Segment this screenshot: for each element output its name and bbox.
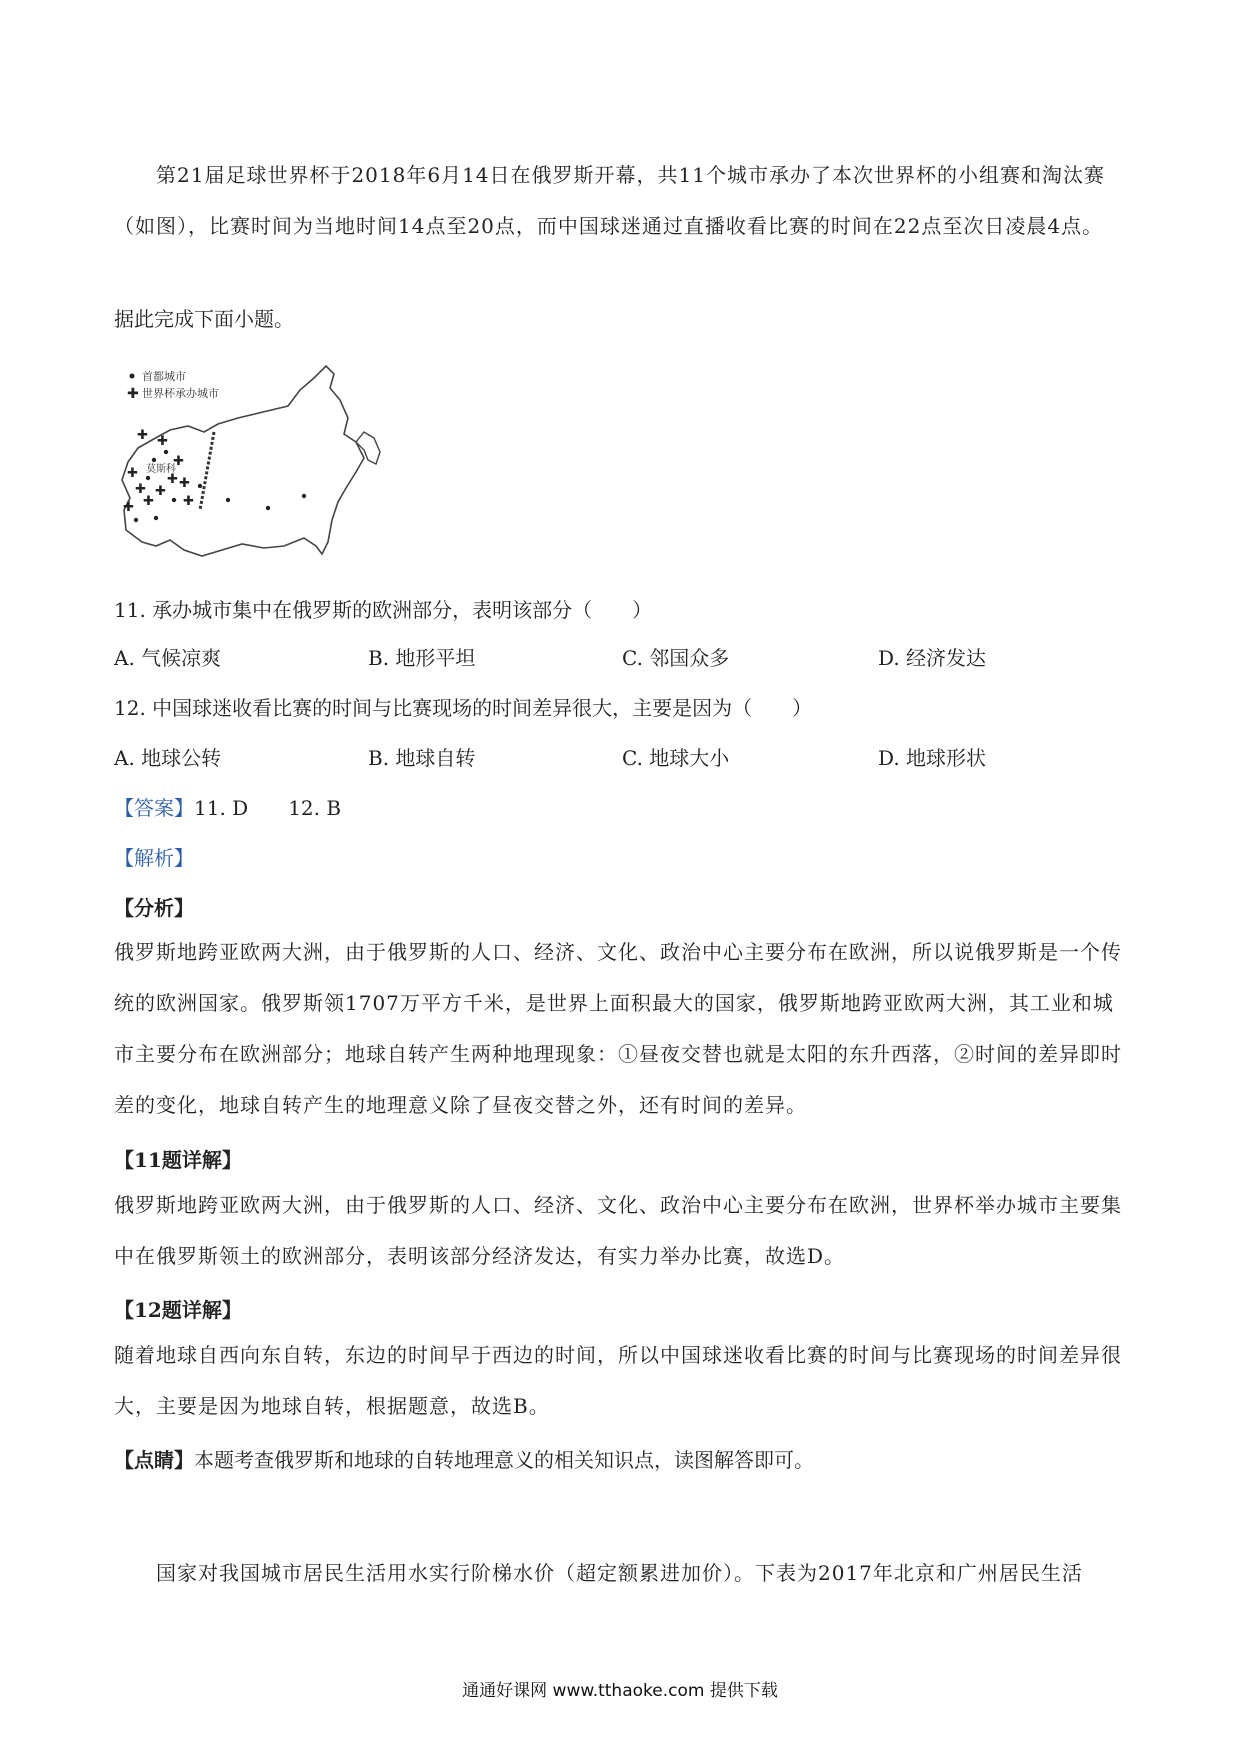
q11-option-a: A. 气候凉爽 [114,646,222,670]
q12-option-c: C. 地球大小 [622,746,730,770]
q11-detail-label: 【11题详解】 [114,1148,242,1172]
q12-detail-text: 随着地球自西向东自转，东边的时间早于西边的时间，所以中国球迷收看比赛的时间与比赛现场的时间差异很大，主要是因为地球自转，根据题意，故选B。 [114,1343,1122,1418]
dianjing-label: 【点睛】 [114,1448,194,1472]
question-11-stem: 11. 承办城市集中在俄罗斯的欧洲部分，表明该部分（ ） [114,598,653,622]
question-12-stem: 12. 中国球迷收看比赛的时间与比赛现场的时间差异很大，主要是因为（ ） [114,696,813,720]
legend-host-label: 世界杯承办城市 [142,387,219,400]
fenxi-label: 【分析】 [114,896,194,920]
capital-city-dot [172,498,176,502]
legend-capital-label: 首都城市 [142,370,186,383]
capital-city-dot [266,506,270,510]
host-city-marker: ✚ [157,434,168,449]
host-city-marker: ✚ [135,482,146,497]
ural-boundary-line [200,432,214,510]
dianjing-line [114,1444,814,1473]
instruction-text: 据此完成下面小题。 [114,307,294,331]
capital-city-dot [134,518,138,522]
host-city-marker: ✚ [173,454,184,469]
capital-city-dot [164,450,168,454]
host-city-marker: ✚ [167,472,178,487]
q11-option-c: C. 邻国众多 [622,646,730,670]
capital-city-dot [146,476,150,480]
host-city-marker: ✚ [183,494,194,509]
q11-option-d: D. 经济发达 [878,646,987,670]
answer-line [114,792,341,821]
host-city-marker: ✚ [155,484,166,499]
host-city-marker: ✚ [143,494,154,509]
capital-city-dot [154,516,158,520]
host-city-marker: ✚ [127,466,138,481]
host-city-marker: ✚ [137,428,148,443]
q12-detail-label: 【12题详解】 [114,1298,242,1322]
intro-paragraph: 第21届足球世界杯于2018年6月14日在俄罗斯开幕，共11个城市承办了本次世界杯的小组赛和淘汰赛（如图），比赛时间为当地时间14点至20点，而中国球迷通过直播收看比赛的时间在22点至次日凌晨4点。 [114,163,1105,238]
capital-city-dot [152,458,156,462]
legend-host-symbol: ✚ [127,386,139,402]
q12-option-a: A. 地球公转 [114,746,222,770]
q12-option-d: D. 地球形状 [878,746,987,770]
host-city-marker: ✚ [123,500,134,515]
capital-city-dot [226,498,230,502]
host-city-marker: ✚ [179,476,190,491]
fenxi-text: 俄罗斯地跨亚欧两大洲，由于俄罗斯的人口、经济、文化、政治中心主要分布在欧洲，所以说俄罗斯是一个传统的欧洲国家。俄罗斯领1707万平方千米，是世界上面积最大的国家，俄罗斯地跨亚欧两大洲，其工业和城市主要分布在欧洲部分；地球自转产生两种地理现象：①昼夜交替也就是太阳的东升西落，②时间的差异即时差的变化，地球自转产生的地理意义除了昼夜交替之外，还有时间的差异。 [114,940,1122,1117]
answer-label: 【答案】 [114,796,194,820]
analysis-label: 【解析】 [114,846,194,870]
q12-option-b: B. 地球自转 [368,746,476,770]
capital-city-dot [198,484,202,488]
q11-option-b: B. 地形平坦 [368,646,476,670]
moscow-label: 莫斯科 [146,464,176,475]
next-question-intro: 国家对我国城市居民生活用水实行阶梯水价（超定额累进加价）。下表为2017年北京和广州居民生活 [156,1561,1083,1585]
capital-city-dot [302,494,306,498]
russia-world-cup-map [118,360,408,560]
answer-value: 11. D 12. B [194,796,342,820]
dianjing-text: 本题考查俄罗斯和地球的自转地理意义的相关知识点，读图解答即可。 [194,1448,814,1472]
legend-capital-dot [130,374,135,379]
q11-detail-text: 俄罗斯地跨亚欧两大洲，由于俄罗斯的人口、经济、文化、政治中心主要分布在欧洲，世界杯举办城市主要集中在俄罗斯领土的欧洲部分，表明该部分经济发达，有实力举办比赛，故选D。 [114,1193,1122,1268]
footer-watermark: 通通好课网 www.tthaoke.com 提供下载 [462,1681,778,1701]
